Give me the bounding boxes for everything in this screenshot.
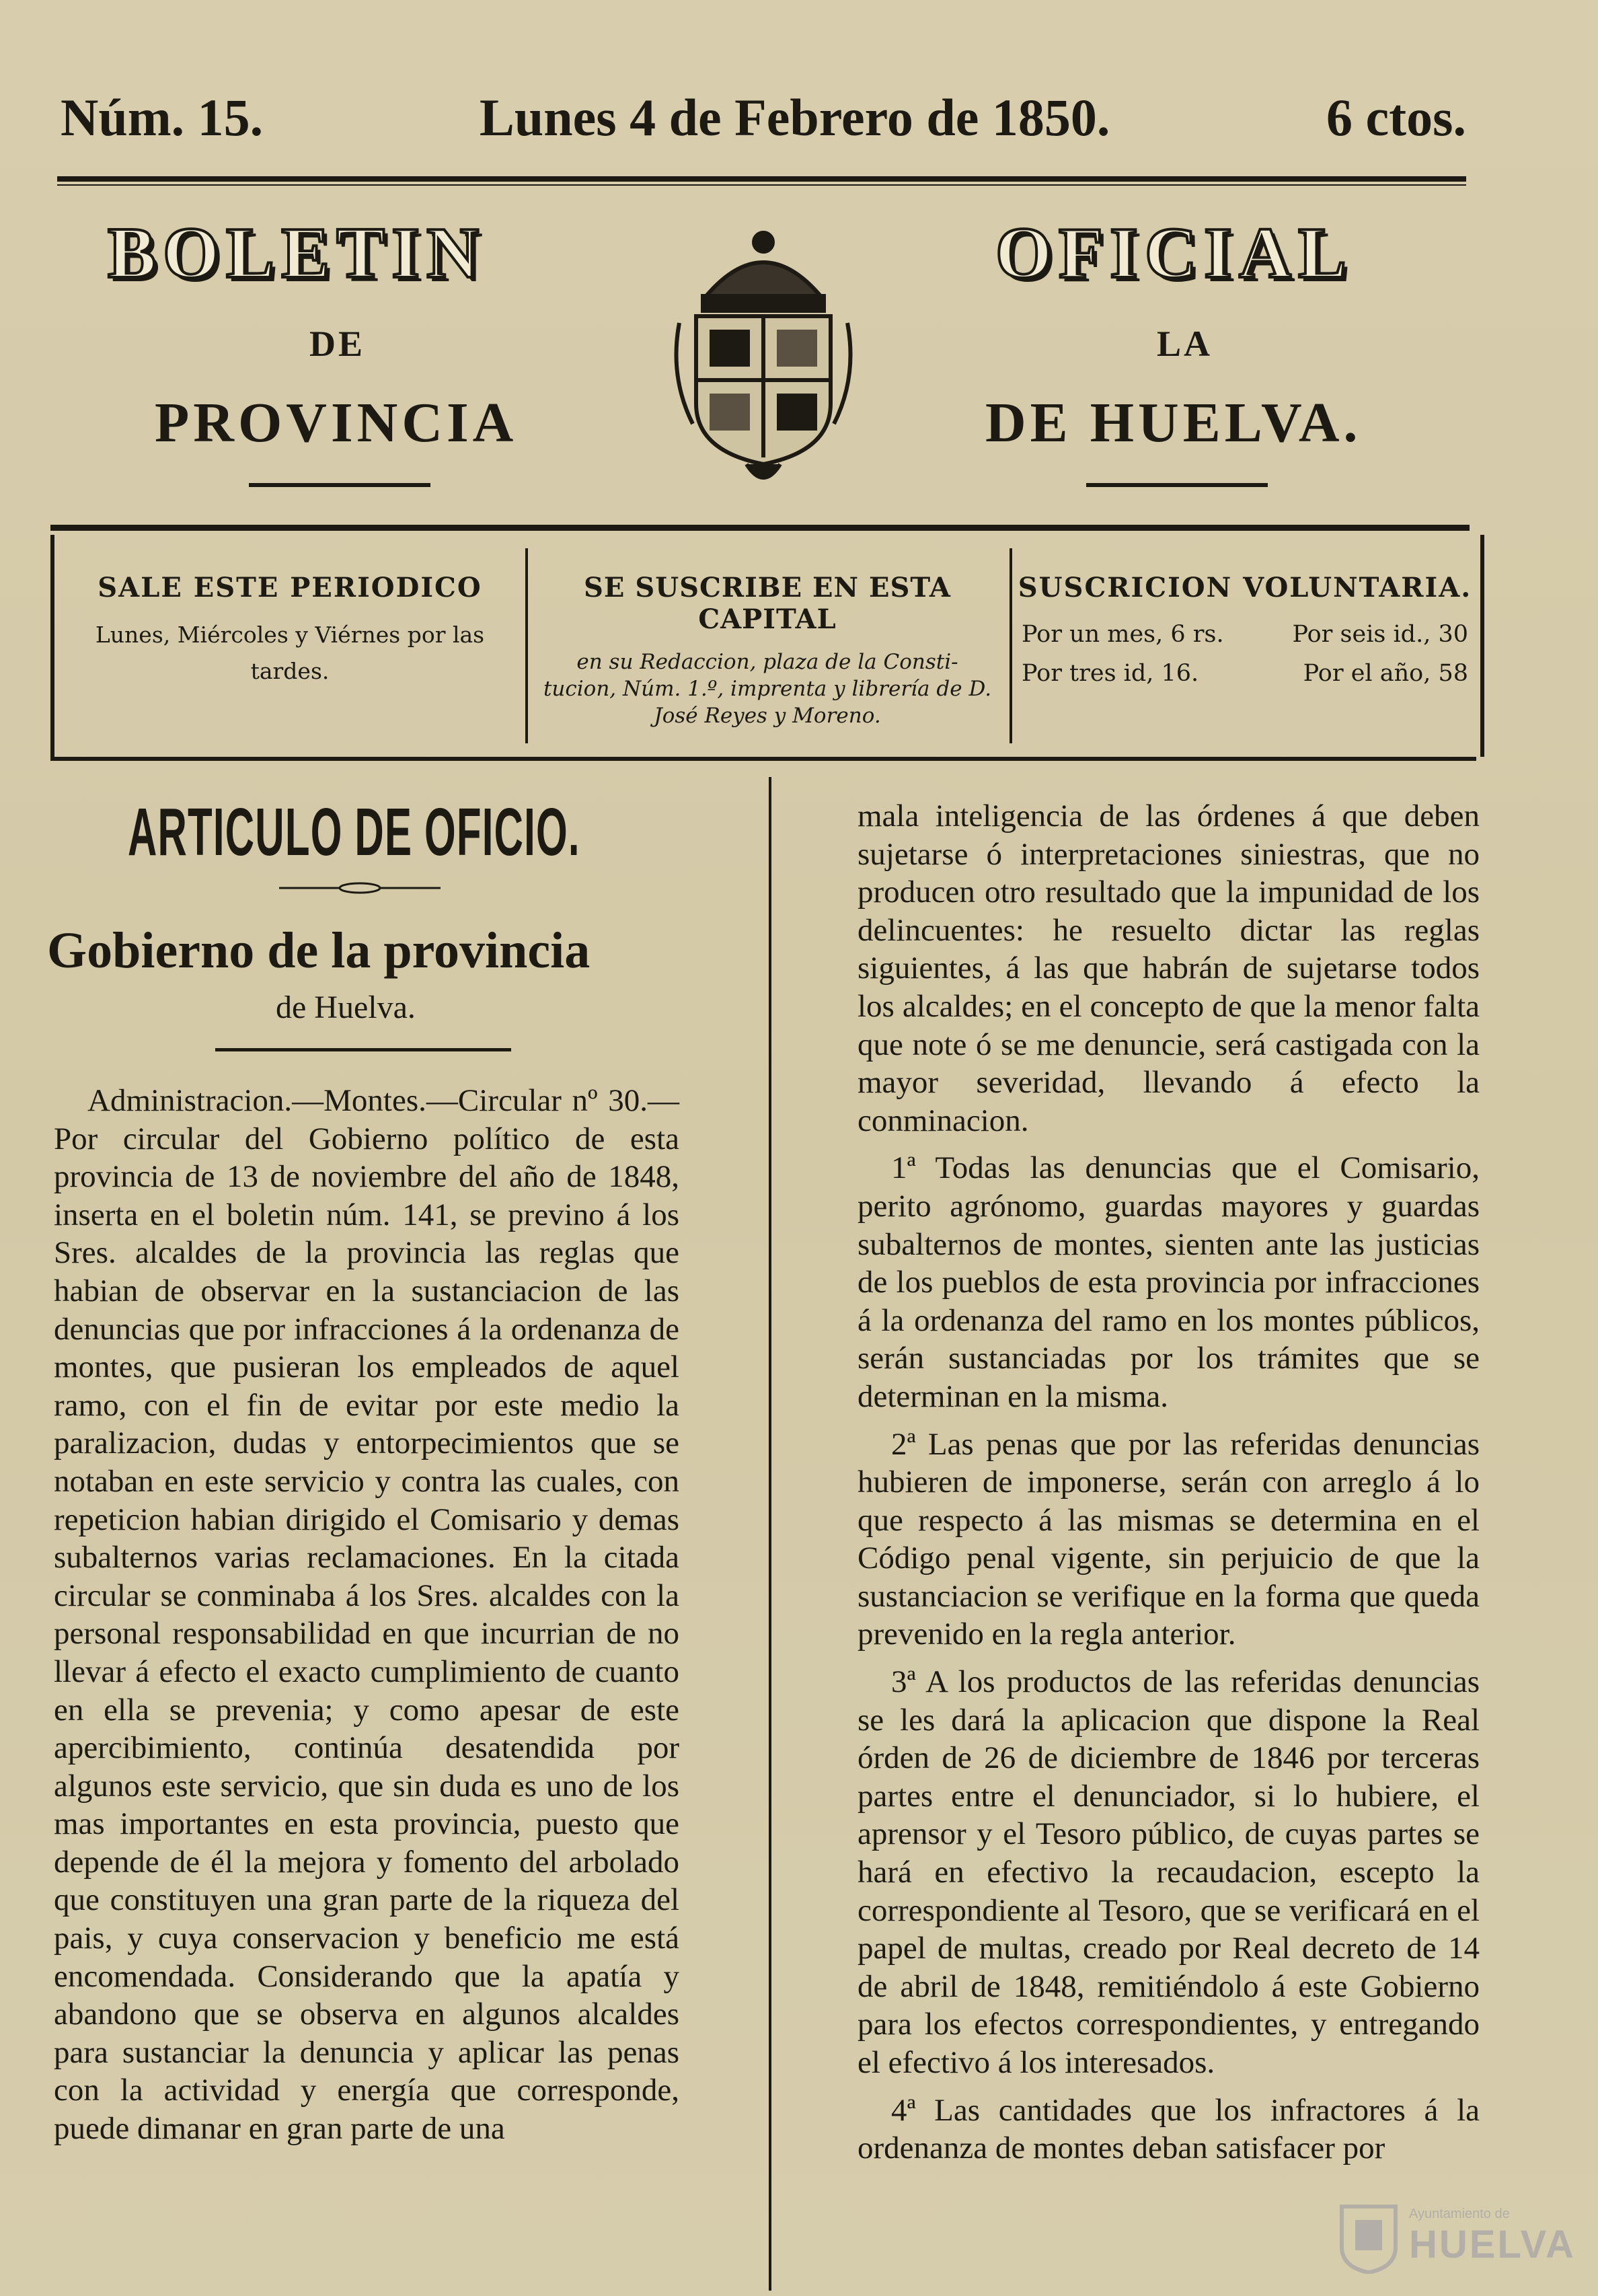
- section-title: ARTICULO DE OFICIO.: [128, 794, 580, 870]
- box-top-rule: [50, 525, 1470, 531]
- price-three-months: Por tres id, 16.: [1022, 660, 1199, 687]
- watermark-small: Ayuntamiento de: [1409, 2207, 1510, 2221]
- info-col-subscription: [532, 535, 1003, 757]
- title-underline-right: [1086, 483, 1268, 487]
- masthead: [61, 87, 1466, 148]
- title-oficial: OFICIAL: [995, 213, 1354, 293]
- publication-text: Lunes, Miércoles y Viérnes por las tardes.: [95, 622, 485, 684]
- title-de-huelva: DE HUELVA.: [985, 392, 1362, 454]
- rule-1: 1ª Todas las denuncias que el Comisario, perito agrónomo, guardas mayores y guardas subalternos de montes, sienten ante las justicias de los pueblos de esta provincia por infracciones á la ordenanza del ramo en los montes públicos, serán sustanciadas por los trámites que se determinan en la misma.: [858, 1150, 1480, 1414]
- info-col-publication: [54, 535, 525, 757]
- subscription-text: en su Redaccion, plaza de la Consti-tucion, Núm. 1.º, imprenta y librería de D. José Reyes y Moreno.: [543, 650, 992, 728]
- paragraph-intro: Administracion.—Montes.—Circular nº 30.—Por circular del Gobierno político de esta provincia de 13 de noviembre del año de 1848, inserta en el boletin núm. 141, se previno á los Sres. alcaldes de la provincia las reglas que habian de observar en la sustanciacion de las denuncias que por infracciones á la ordenanza de montes, que pusieran los empleados de aquel ramo, con el fin de evitar por este medio la paralizacion, dudas y entorpecimientos que se notaban en este servicio y contra las cuales, con repeticion habian dirigido el Comisario y demas subalternos varias reclamaciones. En la citada circular se conminaba á los Sres. alcaldes con la personal responsabilidad en que incurrian de no llevar á efecto el exacto cumplimiento de cuanto en ella se prevenia; y como apesar de este apercibimiento, continúa desatendida por algunos este servicio, que sin duda es uno de los mas importantes en esta provincia, puesto que depende de él la mejora y fomento del arbolado que constituyen una gran parte de la riqueza del pais, y cuya conservacion y beneficio me está encomendada. Considerando que la apatía y abandono que se observa en algunos alcaldes para sustanciar la denuncia y aplicar las penas con la actividad y energía que corresponde, puede dimanar en gran parte de una: [54, 1083, 679, 2147]
- watermark: [1335, 2200, 1576, 2274]
- title-boletin: BOLETIN: [108, 213, 486, 293]
- title-underline-left: [249, 483, 430, 487]
- publication-heading: SALE ESTE PERIODICO: [98, 572, 482, 603]
- article-heading: Gobierno de la provincia: [47, 922, 591, 979]
- price-year: Por el año, 58: [1303, 660, 1468, 687]
- issue-price: 6 ctos.: [1326, 88, 1466, 147]
- rule-3: 3ª A los productos de las referidas denuncias se les dará la aplicacion que dispone la Real órden de 26 de diciembre de 1846 por terceras partes entre el denunciador, si lo hubiere, el aprensor y el Tesoro público, de cuyas partes se hará en efectivo la recaudacion, escepto la correspondiente al Tesoro, que se verificará en el papel de multas, creado por Real decreto de 14 de abril de 1848, remitiéndolo á este Gobierno para los efectos correspondientes, y entregando el efectivo á los interesados.: [858, 1664, 1480, 2080]
- box-divider-1: [525, 548, 528, 743]
- masthead-rule-thin: [57, 184, 1466, 186]
- box-divider-2: [1010, 548, 1012, 743]
- masthead-rule: [57, 176, 1466, 182]
- ornament-divider: [279, 881, 441, 895]
- title-provincia: PROVINCIA: [155, 392, 518, 454]
- article-subheading: de Huelva.: [276, 990, 416, 1025]
- issue-number: Núm. 15.: [61, 88, 264, 147]
- huelva-logo-icon: [1335, 2200, 1402, 2274]
- price-month: Por un mes, 6 rs.: [1022, 621, 1224, 648]
- title-la: LA: [1157, 324, 1213, 364]
- info-col-voluntary: [1016, 535, 1474, 757]
- coat-of-arms-icon: [666, 222, 861, 491]
- price-six-months: Por seis id., 30: [1292, 621, 1468, 648]
- watermark-big: HUELVA: [1409, 2223, 1576, 2266]
- price-row-2: [1016, 660, 1474, 687]
- box-bottom-rule: [50, 757, 1476, 761]
- price-row-1: [1016, 621, 1474, 648]
- left-column-text: [54, 1082, 679, 2148]
- subscription-heading: SE SUSCRIBE EN ESTA CAPITAL: [584, 572, 951, 635]
- heading-rule: [215, 1048, 511, 1051]
- section-title-wrap: [128, 794, 767, 888]
- column-divider: [769, 777, 771, 2291]
- right-column-text: [858, 797, 1480, 2168]
- paragraph-continued: mala inteligencia de las órdenes á que deben sujetarse ó interpretaciones siniestras, que no producen otro resultado que la impunidad de los delincuentes: he resuelto dictar las reglas siguientes, á las que habrán de sujetarse todos los alcaldes; en el concepto de que la menor falta que note ó se me denuncie, será castigada con la mayor severidad, llevando á efecto la conminacion.: [858, 799, 1480, 1138]
- info-box: [50, 535, 1484, 757]
- rule-2: 2ª Las penas que por las referidas denuncias hubieren de imponerse, serán con arreglo á lo que respecto á las mismas se determina en el Código penal vigente, sin perjuicio de que la sustanciacion se verifique en la forma que queda prevenido en la regla anterior.: [858, 1426, 1480, 1652]
- issue-date: Lunes 4 de Febrero de 1850.: [479, 88, 1110, 147]
- rule-4: 4ª Las cantidades que los infractores á la ordenanza de montes deban satisfacer por: [858, 2092, 1480, 2166]
- title-de: DE: [309, 324, 366, 364]
- voluntary-heading: SUSCRICION VOLUNTARIA.: [1018, 572, 1472, 603]
